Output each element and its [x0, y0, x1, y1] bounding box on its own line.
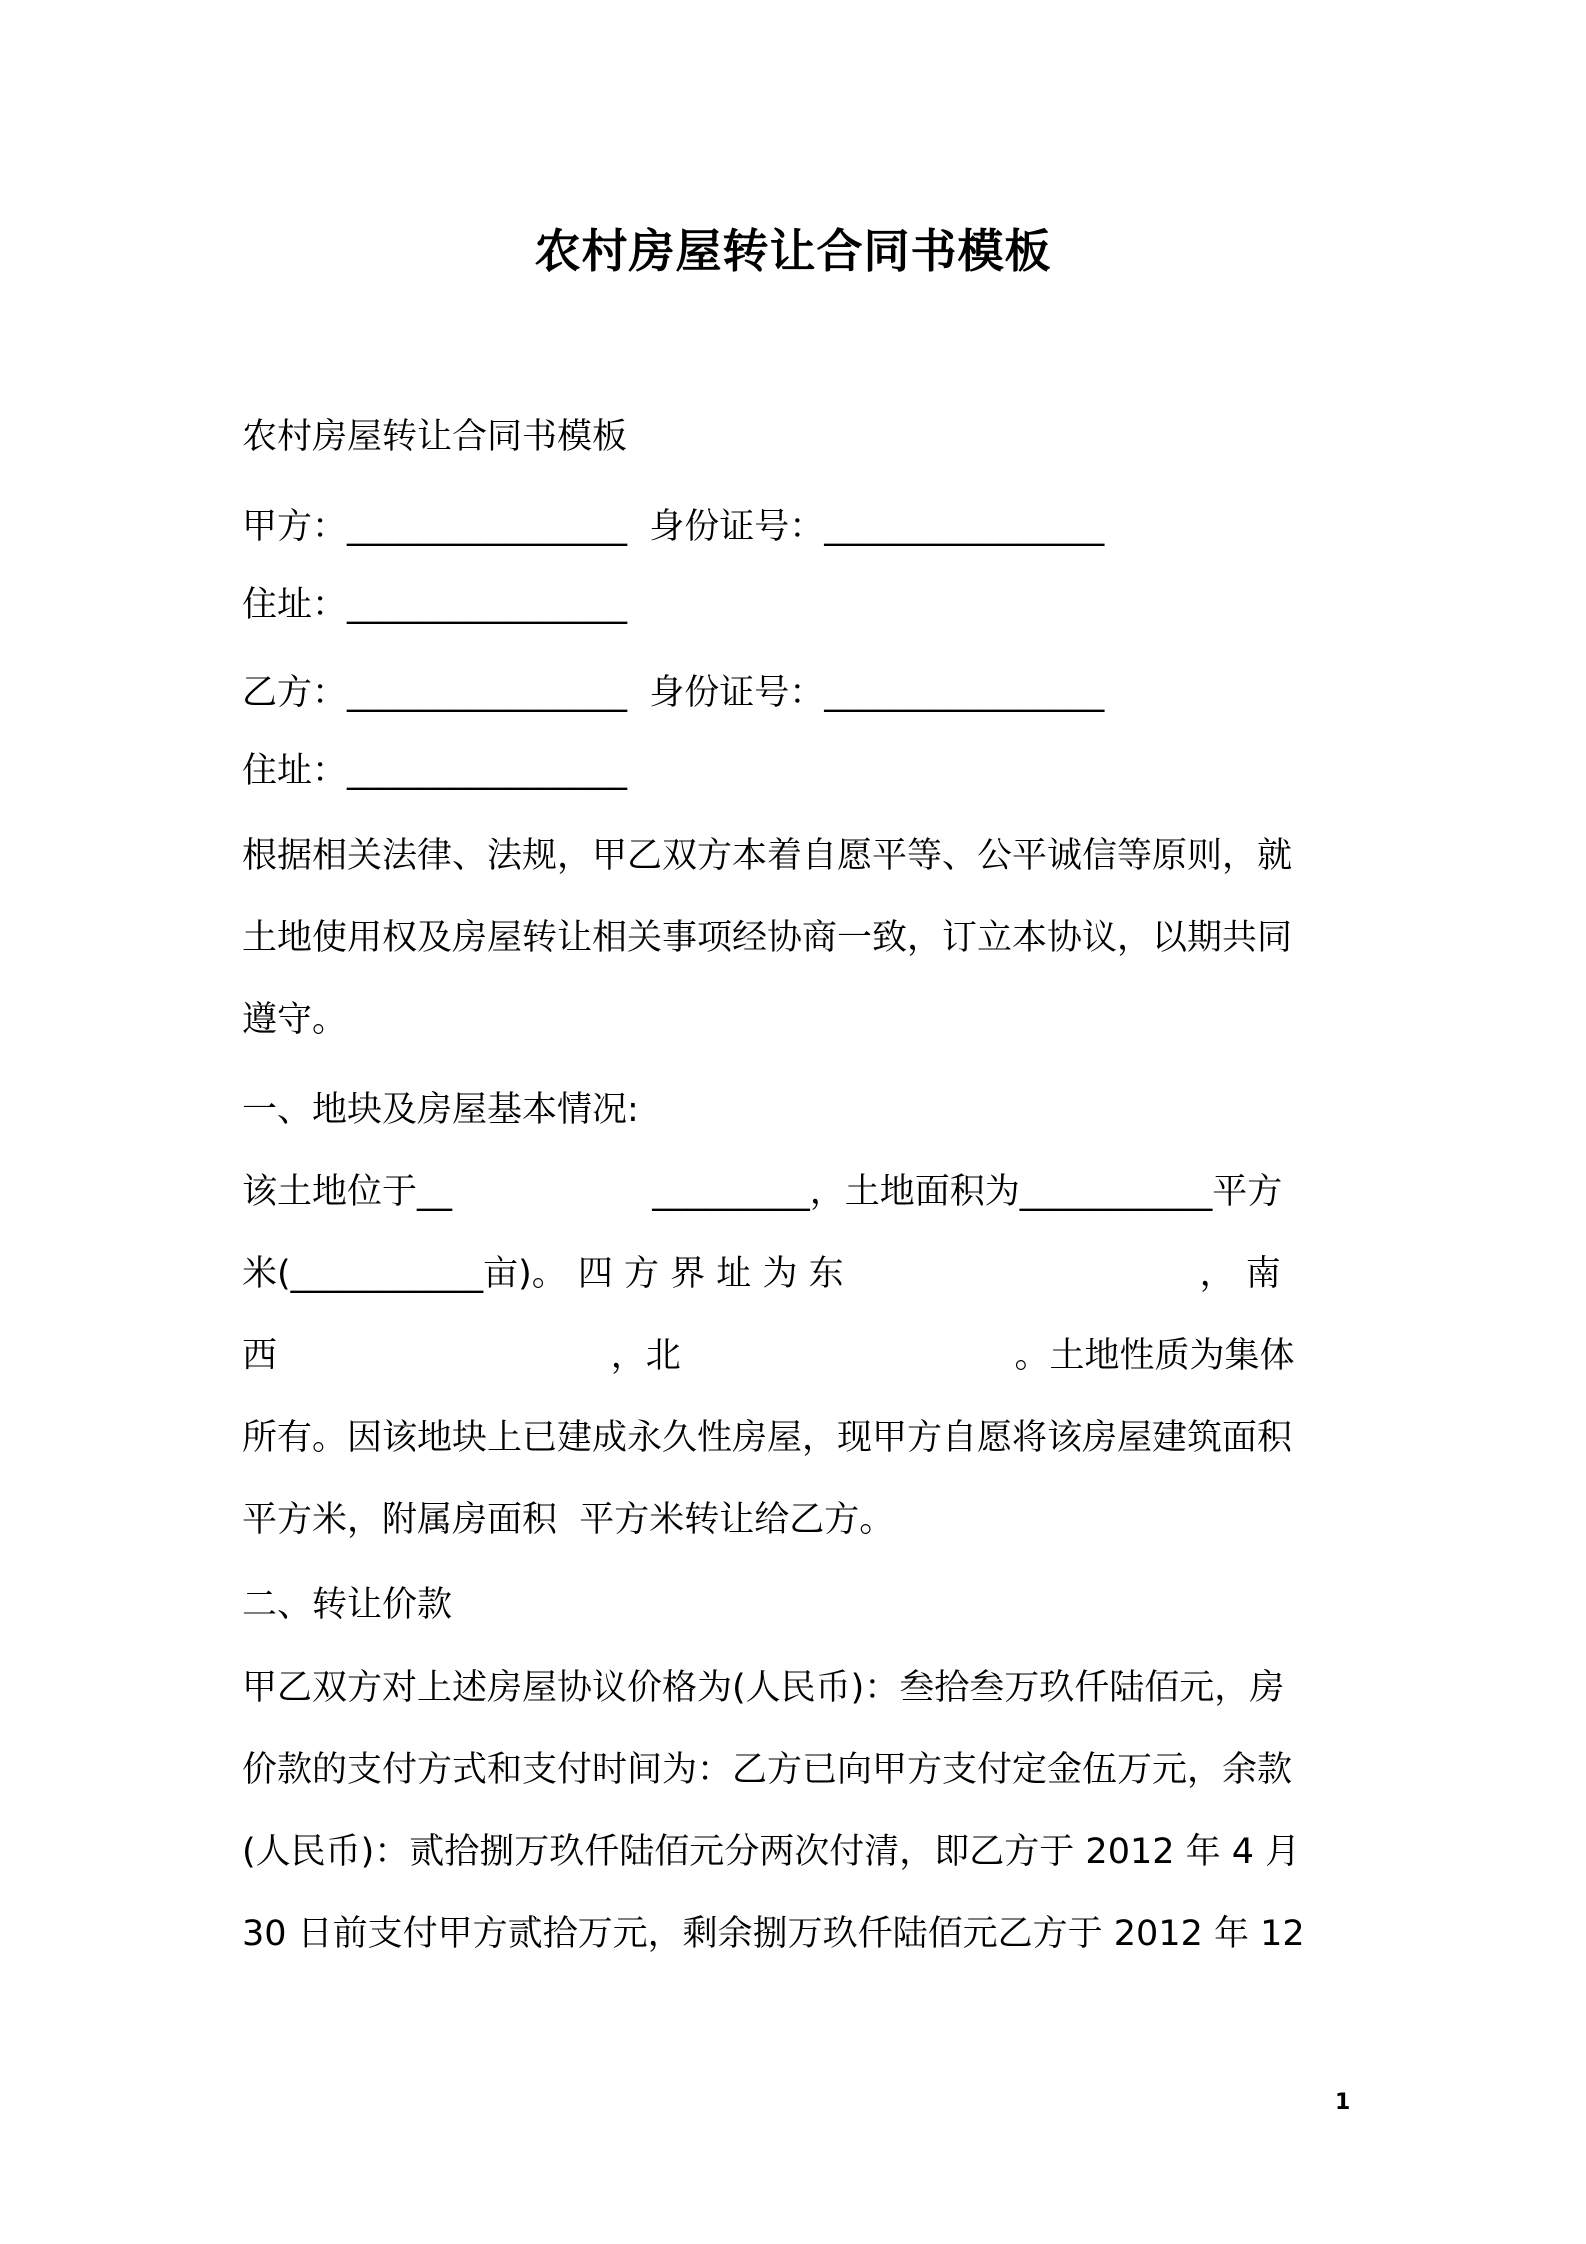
body-line-land-5: 平方米，附属房面积 平方米转让给乙方。 — [242, 1500, 895, 1540]
document-title: 农村房屋转让合同书模板 — [534, 224, 1052, 278]
section-heading-1: 一、地块及房屋基本情况: — [242, 1090, 639, 1130]
body-line-price-2: 价款的支付方式和支付时间为：乙方已向甲方支付定金伍万元，余款 — [242, 1750, 1293, 1790]
body-line-intro-1: 根据相关法律、法规，甲乙双方本着自愿平等、公平诚信等原则，就 — [242, 836, 1293, 876]
body-line-address-b: 住址：________________ — [242, 751, 628, 791]
body-line-subtitle: 农村房屋转让合同书模板 — [242, 417, 628, 457]
body-line-price-1: 甲乙双方对上述房屋协议价格为(人民币)：叁拾叁万玖仟陆佰元，房 — [242, 1668, 1285, 1708]
body-line-party-a: 甲方：________________ 身份证号：________________ — [242, 507, 1105, 547]
body-line-party-b: 乙方：________________ 身份证号：________________ — [242, 673, 1105, 713]
body-line-intro-2: 土地使用权及房屋转让相关事项经协商一致，订立本协议，以期共同 — [242, 918, 1293, 958]
body-line-land-2: 米(___________亩)。 四 方 界 址 为 东 ， 南 — [242, 1254, 1281, 1294]
body-line-price-4: 30 日前支付甲方贰拾万元，剩余捌万玖仟陆佰元乙方于 2012 年 12 — [242, 1914, 1305, 1954]
body-line-address-a: 住址：________________ — [242, 585, 628, 625]
body-line-price-3: (人民币)：贰拾捌万玖仟陆佰元分两次付清，即乙方于 2012 年 4 月 — [242, 1832, 1301, 1872]
body-line-land-4: 所有。因该地块上已建成永久性房屋，现甲方自愿将该房屋建筑面积 — [242, 1418, 1293, 1458]
body-line-land-3: 西 ，北 。土地性质为集体 — [242, 1336, 1295, 1376]
page-number: 1 — [1335, 2090, 1351, 2115]
body-line-intro-3: 遵守。 — [242, 1000, 348, 1040]
section-heading-2: 二、转让价款 — [242, 1585, 453, 1625]
body-line-land-1: 该土地位于__ _________，土地面积为___________平方 — [242, 1172, 1283, 1212]
